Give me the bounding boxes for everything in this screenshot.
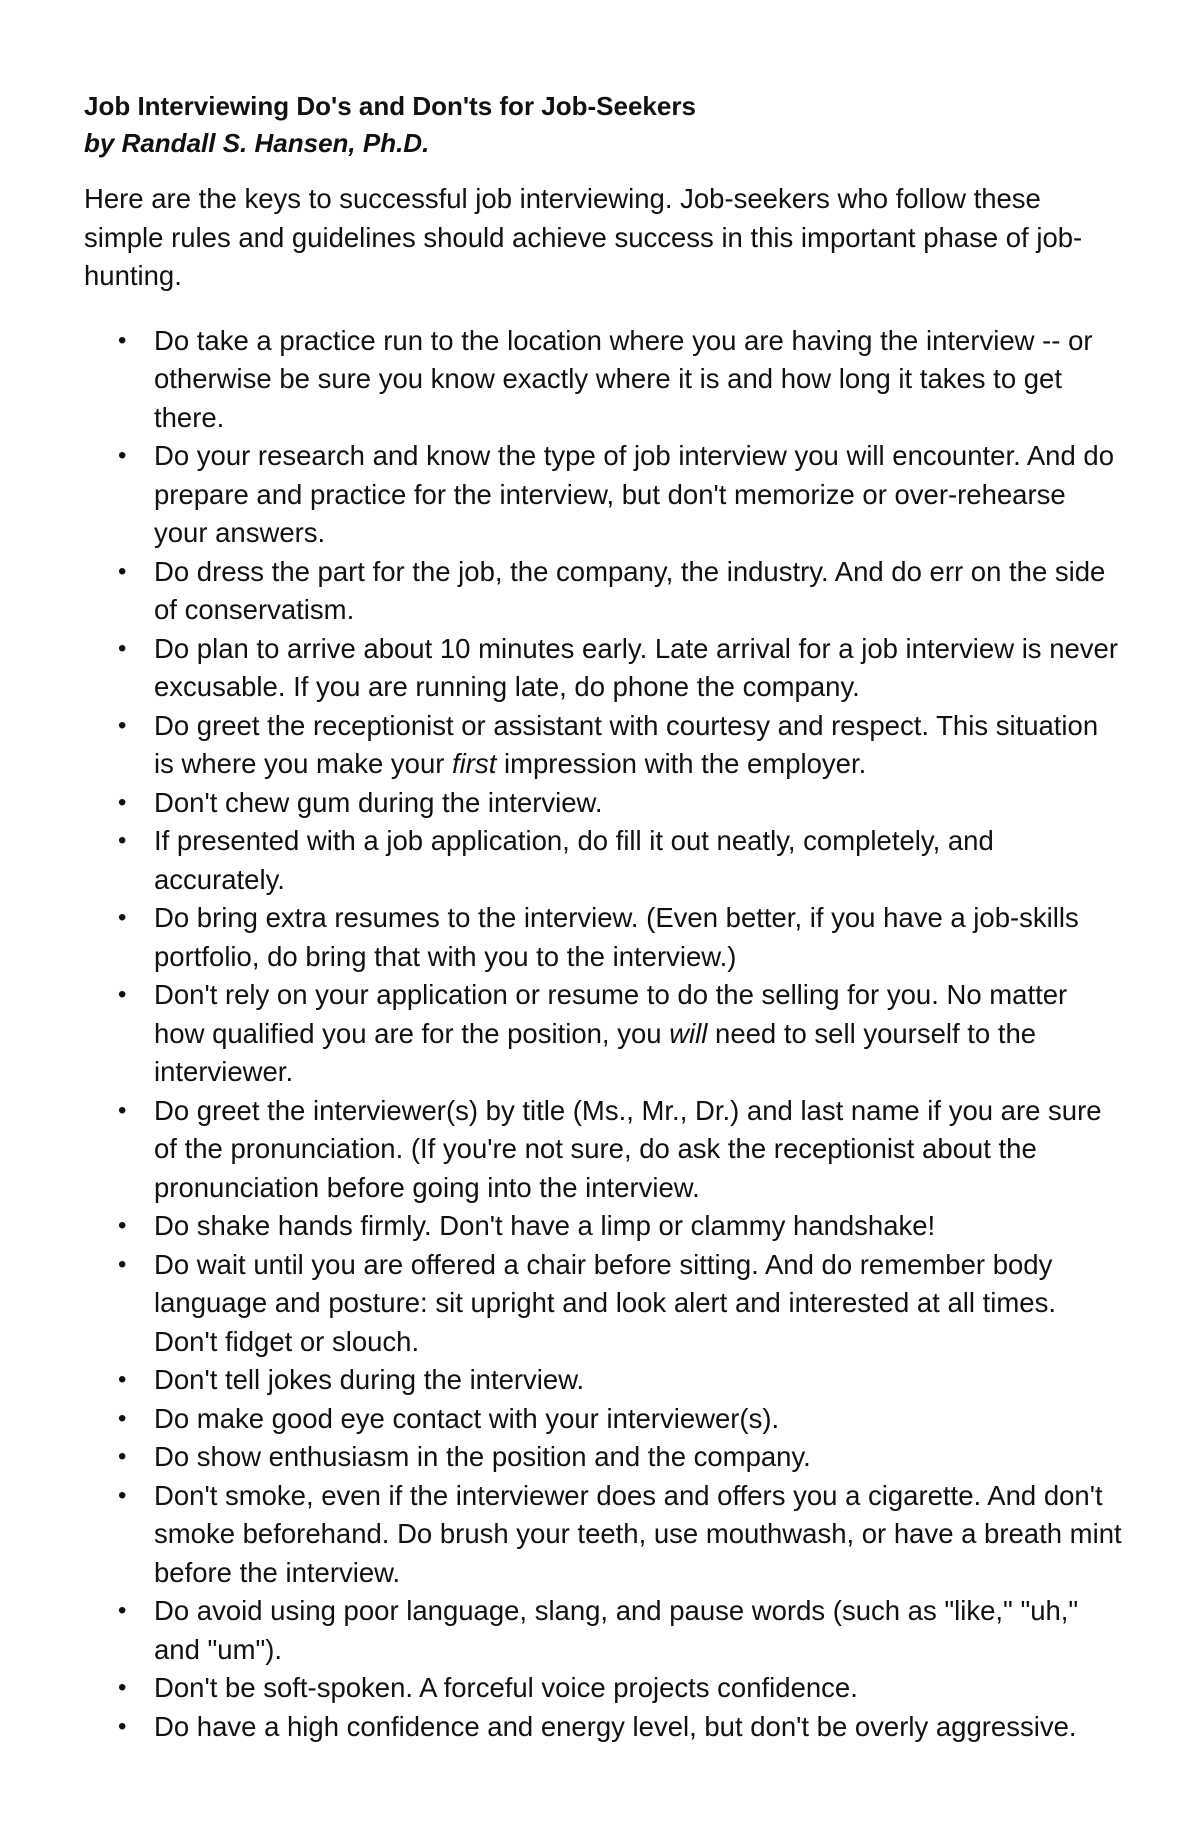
tip-text: If presented with a job application, do fill it out neatly, completely, and accurately. <box>154 825 994 895</box>
bullet-icon: • <box>118 904 127 931</box>
tip-text: Do shake hands firmly. Don't have a limp or clammy handshake! <box>154 1210 936 1241</box>
list-item <box>84 1438 1124 1477</box>
list-item <box>84 1669 1124 1708</box>
list-item <box>84 1207 1124 1246</box>
bullet-icon: • <box>118 326 127 354</box>
list-item <box>84 630 1124 707</box>
list-item <box>84 1708 1124 1747</box>
tip-text-post: need to sell yourself to the interviewer. <box>154 1017 1037 1087</box>
bullet-icon: • <box>118 1443 127 1470</box>
tip-text-pre: Do greet the receptionist or assistant with courtesy and respect. This situation is where you make your <box>154 709 1099 779</box>
tip-text: Do take a practice run to the location where you are having the interview -- or otherwise be sure you know exactly where it is and how long it takes to get there. <box>154 324 1093 433</box>
document-byline: by Randall S. Hansen, Ph.D. <box>84 128 430 158</box>
bullet-icon: • <box>118 981 127 1008</box>
tip-text: Do bring extra resumes to the interview. (Even better, if you have a job-skills portfolio, do bring that with you to the interview.) <box>154 902 1079 972</box>
tip-text: Do show enthusiasm in the position and the company. <box>154 1441 811 1472</box>
tip-text: Do avoid using poor language, slang, and pause words (such as "like," "uh," and "um"). <box>154 1595 1079 1665</box>
bullet-icon: • <box>118 557 127 585</box>
list-item <box>84 1361 1124 1400</box>
list-item <box>84 707 1124 784</box>
tip-emphasis: will <box>669 1017 708 1049</box>
tip-text: Do greet the interviewer(s) by title (Ms., Mr., Dr.) and last name if you are sure of the pronunciation. (If you're not sure, do ask the receptionist about the pronunciation before going into the interview. <box>154 1094 1102 1203</box>
bullet-icon: • <box>118 1404 127 1432</box>
tip-emphasis: first <box>452 748 497 779</box>
tip-text: Don't chew gum during the interview. <box>154 786 603 818</box>
bullet-icon: • <box>118 1366 127 1393</box>
bullet-icon: • <box>118 1096 127 1124</box>
bullet-icon: • <box>118 1212 127 1239</box>
tip-text-pre: Don't rely on your application or resume to do the selling for you. No matter how qualified you are for the position, you <box>154 979 1068 1049</box>
tip-text: Do plan to arrive about 10 minutes early. Late arrival for a job interview is never excusable. If you are running late, do phone the company. <box>154 632 1118 702</box>
list-item <box>84 822 1124 899</box>
list-item <box>84 322 1124 438</box>
tip-text: Don't smoke, even if the interviewer does and offers you a cigarette. And don't smoke beforehand. Do brush your teeth, use mouthwash, or have a breath mint before the interview. <box>154 1479 1122 1588</box>
intro-paragraph: Here are the keys to successful job interviewing. Job-seekers who follow these simple rules and guidelines should achieve success in this important phase of job-hunting. <box>84 183 1083 291</box>
list-item <box>84 1592 1124 1669</box>
list-item <box>84 784 1124 823</box>
bullet-icon: • <box>118 634 127 662</box>
list-item <box>84 1477 1124 1593</box>
list-item <box>84 976 1124 1092</box>
list-item <box>84 1092 1124 1208</box>
list-item <box>84 553 1124 630</box>
list-item <box>84 1246 1124 1362</box>
bullet-icon: • <box>118 827 127 854</box>
tip-text: Don't tell jokes during the interview. <box>154 1364 585 1395</box>
bullet-icon: • <box>118 1597 127 1624</box>
document-page <box>84 88 1134 1746</box>
bullet-icon: • <box>118 442 127 469</box>
list-item <box>84 437 1124 553</box>
tip-text: Do dress the part for the job, the company, the industry. And do err on the side of conservatism. <box>154 555 1106 625</box>
bullet-icon: • <box>118 1712 127 1740</box>
list-item <box>84 899 1124 976</box>
tip-text: Don't be soft-spoken. A forceful voice projects confidence. <box>154 1672 858 1703</box>
tip-text-post: impression with the employer. <box>496 748 867 779</box>
bullet-icon: • <box>118 711 127 739</box>
bullet-icon: • <box>118 1674 127 1701</box>
tip-text: Do have a high confidence and energy level, but don't be overly aggressive. <box>154 1710 1077 1742</box>
bullet-icon: • <box>118 1481 127 1509</box>
document-title: Job Interviewing Do's and Don'ts for Job-Seekers <box>84 91 696 121</box>
bullet-icon: • <box>118 1250 127 1278</box>
tip-text: Do make good eye contact with your interviewer(s). <box>154 1402 780 1434</box>
list-item <box>84 1400 1124 1439</box>
tip-text: Do wait until you are offered a chair before sitting. And do remember body language and posture: sit upright and look alert and interested at all times. Don't fidget or slouch. <box>154 1248 1056 1357</box>
tip-text: Do your research and know the type of job interview you will encounter. And do prepare and practice for the interview, but don't memorize or over-rehearse your answers. <box>154 440 1115 548</box>
tips-list <box>84 322 1134 1747</box>
bullet-icon: • <box>118 788 127 816</box>
